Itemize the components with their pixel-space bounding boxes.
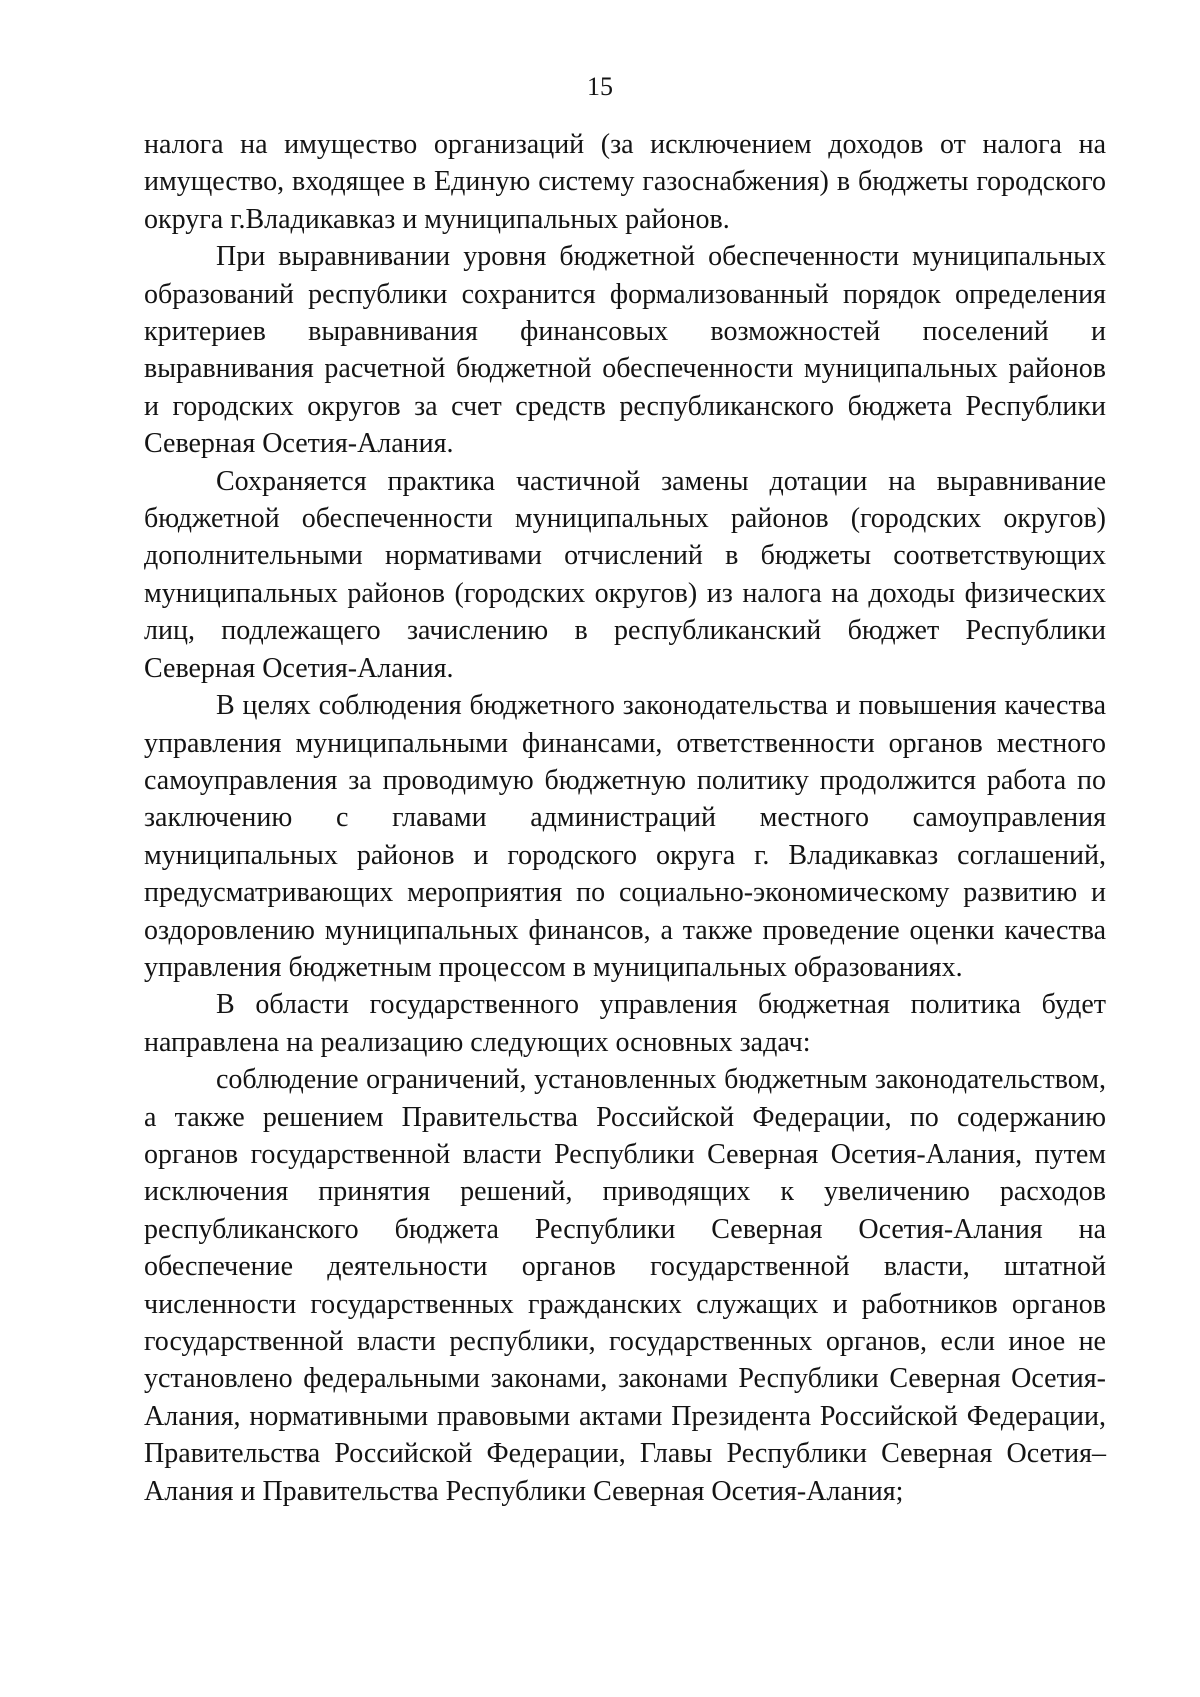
document-body (144, 126, 1106, 1510)
paragraph-municipal-finance: В целях соблюдения бюджетного законодательства и повышения качества управления муниципальными финансами, ответственности органов местного самоуправления за проводимую бюджетную политику продолжится работа по заключению с главами администраций местного самоуправления муниципальных районов и городского округа г. Владикавказ соглашений, предусматривающих мероприятия по социально-экономическому развитию и оздоровлению муниципальных финансов, а также проведение оценки качества управления бюджетным процессом в муниципальных образованиях. (144, 690, 1106, 983)
paragraph-government-management: В области государственного управления бюджетная политика будет направлена на реализацию следующих основных задач: (144, 989, 1106, 1058)
paragraph-equalization: При выравнивании уровня бюджетной обеспеченности муниципальных образований республики сохранится формализованный порядок определения критериев выравнивания финансовых возможностей поселений и выравнивания расчетной бюджетной обеспеченности муниципальных районов и городских округов за счет средств республиканского бюджета Республики Северная Осетия-Алания. (144, 241, 1106, 460)
paragraph-task-restrictions: соблюдение ограничений, установленных бюджетным законодательством, а также решением Правительства Российской Федерации, по содержанию органов государственной власти Республики Северная Осетия-Алания, путем исключения принятия решений, приводящих к увеличению расходов республиканского бюджета Республики Северная Осетия-Алания на обеспечение деятельности органов государственной власти, штатной численности государственных гражданских служащих и работников органов государственной власти республики, государственных органов, если иное не установлено федеральными законами, законами Республики Северная Осетия-Алания, нормативными правовыми актами Президента Российской Федерации, Правительства Российской Федерации, Главы Республики Северная Осетия–Алания и Правительства Республики Северная Осетия-Алания; (144, 1064, 1106, 1507)
paragraph-subsidy-replacement: Сохраняется практика частичной замены дотации на выравнивание бюджетной обеспеченности муниципальных районов (городских округов) дополнительными нормативами отчислений в бюджеты соответствующих муниципальных районов (городских округов) из налога на доходы физических лиц, подлежащего зачислению в республиканский бюджет Республики Северная Осетия-Алания. (144, 465, 1106, 684)
paragraph-continuation: налога на имущество организаций (за исключением доходов от налога на имущество, входящее в Единую систему газоснабжения) в бюджеты городского округа г.Владикавказ и муниципальных районов. (144, 129, 1106, 235)
page-number: 15 (587, 72, 613, 101)
